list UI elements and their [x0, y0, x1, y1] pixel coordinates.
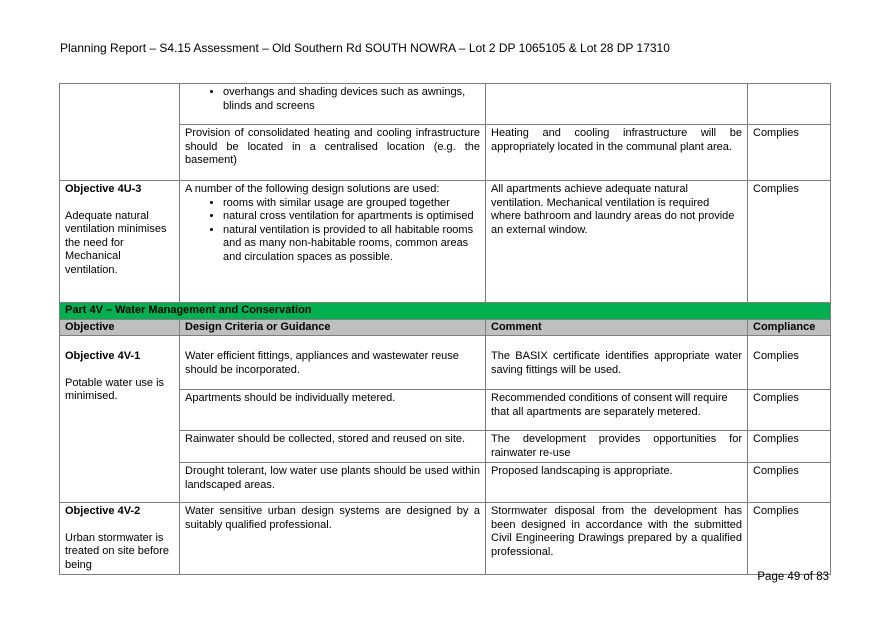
objective-cell — [60, 503, 180, 575]
column-header-row — [60, 319, 831, 336]
objective-description: Adequate natural ventilation minimises the need for Mechanical ventilation. — [65, 209, 167, 276]
comment-cell — [486, 84, 748, 125]
column-header-criteria: Design Criteria or Guidance — [180, 319, 486, 336]
list-item: • natural ventilation is provided to all habitable rooms and as many non-habitable rooms, common areas and circulation spaces as possible. — [223, 224, 480, 265]
criteria-cell: Provision of consolidated heating and cooling infrastructure should be located in a centralised location (e.g. the basement) — [180, 125, 486, 181]
compliance-cell: Complies — [748, 463, 831, 503]
comment-cell: Stormwater disposal from the development has been designed in accordance with the submitted Civil Engineering Drawings prepared by a qualified professional. — [486, 503, 748, 575]
objective-title: Objective 4U-3 — [65, 183, 142, 195]
objective-description: Urban stormwater is treated on site before being — [65, 531, 169, 571]
compliance-cell: Complies — [748, 390, 831, 431]
criteria-cell — [180, 84, 486, 125]
comment-cell: Heating and cooling infrastructure will be appropriately located in the communal plant area. — [486, 125, 748, 181]
objective-cell — [60, 125, 180, 181]
criteria-cell: Water efficient fittings, appliances and wastewater reuse should be incorporated. — [180, 336, 486, 390]
criteria-cell: Rainwater should be collected, stored and reused on site. — [180, 431, 486, 463]
list-item: • overhangs and shading devices such as awnings, blinds and screens — [223, 86, 480, 113]
comment-cell: The development provides opportunities for rainwater re-use — [486, 431, 748, 463]
objective-cell — [60, 181, 180, 303]
objective-description: Potable water use is minimised. — [65, 376, 165, 402]
table-row — [60, 336, 831, 390]
page-number: Page 49 of 83 — [757, 571, 829, 583]
list-item: • rooms with similar usage are grouped together — [223, 197, 480, 211]
compliance-cell: Complies — [748, 336, 831, 390]
assessment-table — [59, 83, 831, 575]
criteria-cell: Drought tolerant, low water use plants should be used within landscaped areas. — [180, 463, 486, 503]
criteria-intro: A number of the following design solutions are used: — [185, 183, 440, 195]
comment-cell: The BASIX certificate identifies appropriate water saving fittings will be used. — [486, 336, 748, 390]
objective-cell — [60, 336, 180, 503]
comment-cell: Proposed landscaping is appropriate. — [486, 463, 748, 503]
comment-cell: Recommended conditions of consent will require that all apartments are separately metered. — [486, 390, 748, 431]
column-header-objective: Objective — [60, 319, 180, 336]
table-row — [60, 503, 831, 575]
page-header: Planning Report – S4.15 Assessment – Old Southern Rd SOUTH NOWRA – Lot 2 DP 1065105 & Lot 28 DP 17310 — [60, 41, 670, 55]
compliance-cell: Complies — [748, 503, 831, 575]
objective-cell — [60, 84, 180, 125]
section-title: Part 4V – Water Management and Conservation — [60, 303, 831, 320]
criteria-cell: Apartments should be individually metered. — [180, 390, 486, 431]
compliance-cell: Complies — [748, 181, 831, 303]
section-heading-row — [60, 303, 831, 320]
table-row — [60, 125, 831, 181]
compliance-cell — [748, 84, 831, 125]
list-item: • natural cross ventilation for apartments is optimised — [223, 210, 480, 224]
comment-cell: All apartments achieve adequate natural ventilation. Mechanical ventilation is required where bathroom and laundry areas do not provide an external window. — [486, 181, 748, 303]
column-header-compliance: Compliance — [748, 319, 831, 336]
objective-title: Objective 4V-2 — [65, 505, 141, 517]
criteria-cell — [180, 181, 486, 303]
compliance-cell: Complies — [748, 431, 831, 463]
compliance-cell: Complies — [748, 125, 831, 181]
column-header-comment: Comment — [486, 319, 748, 336]
table-row — [60, 181, 831, 303]
criteria-cell: Water sensitive urban design systems are designed by a suitably qualified professional. — [180, 503, 486, 575]
table-row — [60, 84, 831, 125]
objective-title: Objective 4V-1 — [65, 350, 141, 362]
